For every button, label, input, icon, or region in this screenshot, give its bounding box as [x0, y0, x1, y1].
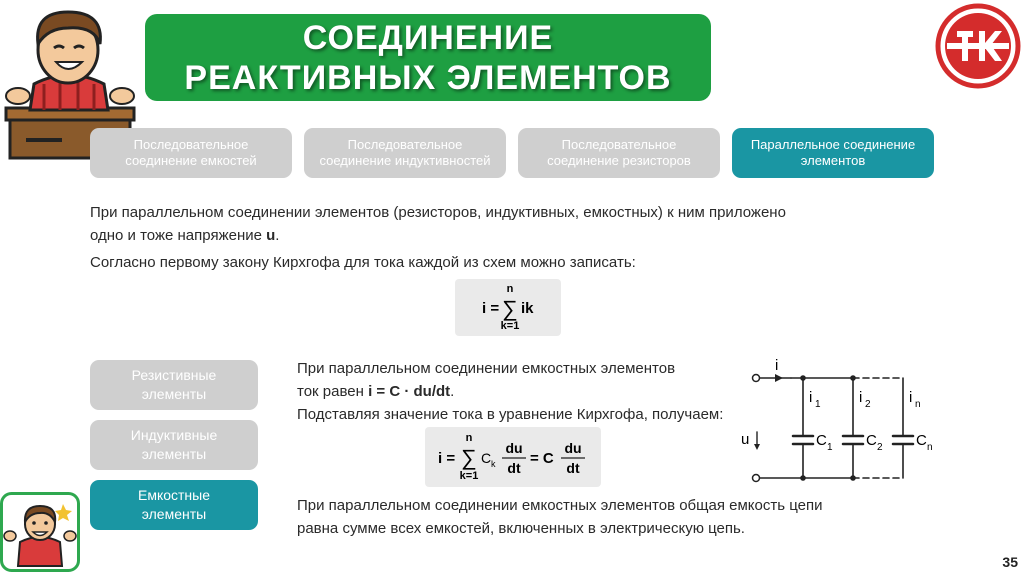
- capacitive-conclusion: [297, 494, 897, 540]
- formula2-ck-sub: k: [491, 459, 496, 469]
- formula2-sum-upper: n: [465, 432, 473, 444]
- inductive-elements-button[interactable]: [90, 420, 258, 470]
- formula2-ck: C: [481, 450, 492, 466]
- company-logo: [935, 3, 1021, 89]
- title-line-1: СОЕДИНЕНИЕ: [302, 18, 554, 57]
- branch-2-current: i: [859, 389, 863, 406]
- resistive-elements-button[interactable]: [90, 360, 258, 410]
- side-btn-line1: Резистивные: [131, 367, 217, 383]
- terminal-top: [753, 375, 760, 382]
- title-line-2: РЕАКТИВНЫХ ЭЛЕМЕНТОВ: [184, 58, 672, 97]
- tab-label-line2: элементов: [800, 153, 866, 168]
- formula2-sum-lower: k=1: [459, 470, 479, 482]
- character-thumbnail: [0, 492, 80, 572]
- page-title: [145, 14, 711, 101]
- branch-1-current-sub: 1: [815, 399, 821, 410]
- tab-label-line1: Последовательное: [561, 137, 677, 152]
- side-btn-line1: Индуктивные: [130, 427, 218, 443]
- formula2-sum-sign: ∑: [461, 445, 477, 470]
- capacitor-1-label: C: [816, 432, 827, 449]
- capacitive-line-2-text: ток равен: [297, 383, 369, 400]
- tab-label-line1: Последовательное: [347, 137, 463, 152]
- capacitive-elements-button[interactable]: [90, 480, 258, 530]
- side-btn-line1: Емкостные: [137, 487, 211, 503]
- formula2-numerator: du: [505, 440, 523, 456]
- side-btn-line2: элементы: [141, 506, 207, 522]
- tab-label-line2: соединение резисторов: [547, 153, 691, 168]
- branch-n-current: i: [909, 389, 913, 406]
- capacitor-n-sub: n: [927, 442, 933, 453]
- tab-series-inductors[interactable]: [304, 128, 506, 178]
- character-thumbnail-icon: [0, 492, 80, 572]
- capacitive-line-2-end: .: [450, 383, 455, 400]
- sum-term: ik: [521, 300, 534, 317]
- capacitive-kirchhoff-formula: [425, 427, 601, 487]
- kirchhoff-formula: [455, 279, 561, 336]
- capacitive-line-3: Подставляя значение тока в уравнение Кирхгофа, получаем:: [297, 406, 724, 423]
- tab-label-line1: Параллельное соединение: [750, 137, 916, 152]
- terminal-bottom: [753, 475, 760, 482]
- page-number: 35: [1002, 554, 1018, 570]
- capacitor-1-sub: 1: [827, 442, 833, 453]
- tab-series-capacitors[interactable]: [90, 128, 292, 178]
- capacitor-n-label: C: [916, 432, 927, 449]
- input-current-label: i: [775, 357, 779, 374]
- intro-paragraph-2: Согласно первому закону Кирхгофа для тока каждой из схем можно записать:: [90, 254, 636, 271]
- parallel-capacitor-circuit: [735, 352, 955, 487]
- branch-n-current-sub: n: [915, 399, 921, 410]
- capacitive-line-1: При параллельном соединении емкостных элементов: [297, 360, 676, 377]
- intro-line-1: При параллельном соединении элементов (резисторов, индуктивных, емкостных) к ним приложено: [90, 204, 786, 221]
- tab-label-line2: соединение индуктивностей: [319, 153, 491, 168]
- intro-paragraph-1: [90, 201, 850, 247]
- voltage-arrow-icon: [754, 444, 760, 450]
- formula2-lhs: i =: [438, 450, 456, 467]
- sum-lower-limit: k=1: [500, 320, 520, 332]
- sum-sign: ∑: [502, 296, 518, 321]
- formula2-equals-c: = C: [530, 450, 554, 467]
- voltage-symbol: u: [266, 227, 276, 244]
- capacitor-current-formula: i = C · du/dt: [368, 383, 451, 400]
- intro-line-2: [90, 224, 850, 247]
- conclusion-line-2: равна сумме всех емкостей, включенных в электрическую цепь.: [297, 520, 745, 537]
- company-logo-icon: [935, 3, 1021, 89]
- formula-lhs: i =: [482, 300, 500, 317]
- intro-line-2-end: .: [275, 227, 280, 244]
- tab-parallel-elements[interactable]: [732, 128, 934, 178]
- formula2-denominator: dt: [507, 460, 521, 476]
- capacitor-2-label: C: [866, 432, 877, 449]
- capacitive-paragraph: [297, 357, 747, 426]
- branch-2-current-sub: 2: [865, 399, 871, 410]
- side-btn-line2: элементы: [141, 446, 207, 462]
- voltage-label: u: [741, 431, 750, 448]
- formula2-numerator-2: du: [564, 440, 582, 456]
- capacitive-line-2: [297, 380, 747, 403]
- capacitor-2-sub: 2: [877, 442, 883, 453]
- tab-label-line1: Последовательное: [133, 137, 249, 152]
- conclusion-line-1: При параллельном соединении емкостных элементов общая емкость цепи: [297, 497, 823, 514]
- intro-line-2-text: одно и тоже напряжение: [90, 227, 267, 244]
- current-arrow-icon: [775, 374, 783, 382]
- branch-1-current: i: [809, 389, 813, 406]
- formula2-denominator-2: dt: [566, 460, 580, 476]
- side-btn-line2: элементы: [141, 386, 207, 402]
- sum-upper-limit: n: [506, 283, 514, 295]
- tab-series-resistors[interactable]: [518, 128, 720, 178]
- tab-label-line2: соединение емкостей: [125, 153, 257, 168]
